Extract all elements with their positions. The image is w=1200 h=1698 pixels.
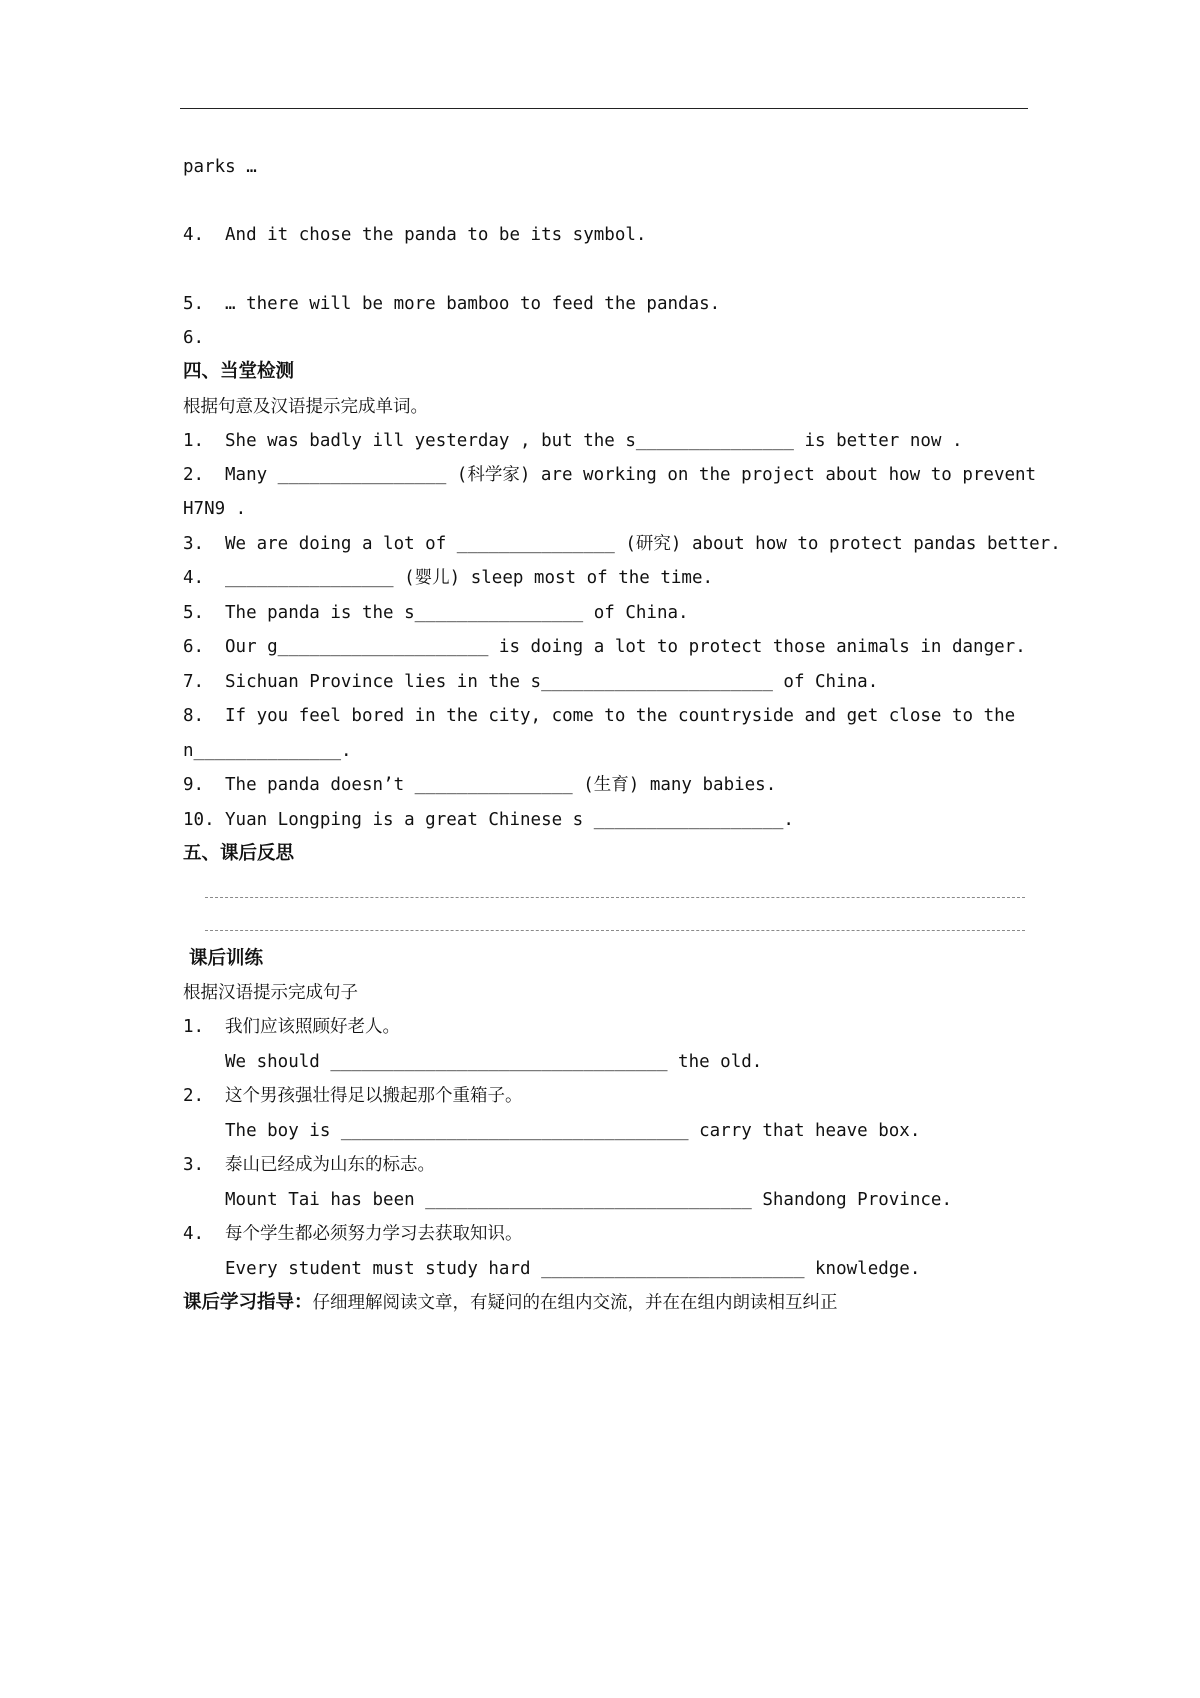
homework-instruction: 根据汉语提示完成句子 bbox=[183, 983, 358, 1003]
reflection-line-2 bbox=[205, 930, 1025, 931]
item-text: The panda doesn’t _______________ (生育) many babies. bbox=[225, 775, 777, 795]
item-number: 5. bbox=[183, 603, 205, 623]
exercise-item-10 bbox=[183, 809, 794, 831]
item-text: If you feel bored in the city, come to the countryside and get close to the bbox=[225, 706, 1016, 726]
item-text: ________________ (婴儿) sleep most of the time. bbox=[225, 568, 714, 588]
sentence-text: And it chose the panda to be its symbol. bbox=[225, 225, 647, 245]
item-chinese: 每个学生都必须努力学习去获取知识。 bbox=[225, 1224, 523, 1244]
item-number: 4. bbox=[183, 568, 205, 588]
item-number: 2. bbox=[183, 465, 205, 485]
item-chinese: 这个男孩强壮得足以搬起那个重箱子。 bbox=[225, 1086, 523, 1106]
homework-item-1-en: We should ________________________________ the old. bbox=[225, 1052, 763, 1072]
header-rule bbox=[180, 108, 1028, 109]
homework-item-3-en: Mount Tai has been _______________________________ Shandong Province. bbox=[225, 1190, 952, 1210]
sentence-number: 5. bbox=[183, 294, 205, 314]
item-text: She was badly ill yesterday , but the s_______________ is better now . bbox=[225, 431, 963, 451]
exercise-item-9 bbox=[183, 774, 776, 796]
exercise-item-8-cont: n______________. bbox=[183, 741, 352, 761]
item-number: 4. bbox=[183, 1224, 205, 1244]
exercise-item-2 bbox=[183, 464, 1036, 486]
sentence-number: 4. bbox=[183, 225, 205, 245]
sentence-6 bbox=[183, 327, 225, 349]
homework-item-4-zh bbox=[183, 1223, 523, 1245]
exercise-item-5 bbox=[183, 602, 689, 624]
section-5-title: 五、课后反思 bbox=[183, 843, 295, 864]
item-chinese: 我们应该照顾好老人。 bbox=[225, 1017, 400, 1037]
exercise-item-8 bbox=[183, 705, 1015, 727]
item-text: Sichuan Province lies in the s______________________ of China. bbox=[225, 672, 879, 692]
item-number: 2. bbox=[183, 1086, 205, 1106]
homework-item-2-zh bbox=[183, 1085, 523, 1107]
sentence-number: 6. bbox=[183, 328, 205, 348]
study-guidance bbox=[183, 1292, 838, 1314]
homework-item-4-en: Every student must study hard _________________________ knowledge. bbox=[225, 1259, 921, 1279]
item-number: 3. bbox=[183, 1155, 205, 1175]
item-number: 1. bbox=[183, 431, 205, 451]
item-number: 3. bbox=[183, 534, 205, 554]
exercise-item-7 bbox=[183, 671, 878, 693]
sentence-4 bbox=[183, 224, 646, 246]
section-4-title: 四、当堂检测 bbox=[183, 361, 295, 382]
item-number: 7. bbox=[183, 672, 205, 692]
guidance-label: 课后学习指导： bbox=[183, 1292, 313, 1313]
section-4-instruction: 根据句意及汉语提示完成单词。 bbox=[183, 397, 428, 417]
exercise-item-1 bbox=[183, 430, 963, 452]
continuation-line: parks … bbox=[183, 157, 257, 177]
homework-item-2-en: The boy is _________________________________ carry that heave box. bbox=[225, 1121, 921, 1141]
item-number: 1. bbox=[183, 1017, 205, 1037]
item-text: Our g____________________ is doing a lot to protect those animals in danger. bbox=[225, 637, 1026, 657]
exercise-item-2-cont: H7N9 . bbox=[183, 499, 247, 519]
item-number: 9. bbox=[183, 775, 205, 795]
homework-title: 课后训练 bbox=[189, 948, 264, 969]
exercise-item-3 bbox=[183, 533, 1061, 555]
exercise-item-4 bbox=[183, 567, 713, 589]
guidance-text: 仔细理解阅读文章，有疑问的在组内交流，并在在组内朗读相互纠正 bbox=[312, 1293, 838, 1313]
reflection-line-1 bbox=[205, 897, 1025, 898]
item-number: 10. bbox=[183, 810, 215, 830]
item-text: We are doing a lot of _______________ (研究) about how to protect pandas better. bbox=[225, 534, 1061, 554]
item-chinese: 泰山已经成为山东的标志。 bbox=[225, 1155, 435, 1175]
item-text: The panda is the s________________ of China. bbox=[225, 603, 689, 623]
homework-item-1-zh bbox=[183, 1016, 400, 1038]
item-number: 6. bbox=[183, 637, 205, 657]
item-text: Yuan Longping is a great Chinese s __________________. bbox=[225, 810, 794, 830]
exercise-item-6 bbox=[183, 636, 1026, 658]
item-text: Many ________________ (科学家) are working on the project about how to prevent bbox=[225, 465, 1037, 485]
item-number: 8. bbox=[183, 706, 205, 726]
homework-item-3-zh bbox=[183, 1154, 435, 1176]
sentence-5 bbox=[183, 293, 720, 315]
sentence-text: … there will be more bamboo to feed the pandas. bbox=[225, 294, 721, 314]
